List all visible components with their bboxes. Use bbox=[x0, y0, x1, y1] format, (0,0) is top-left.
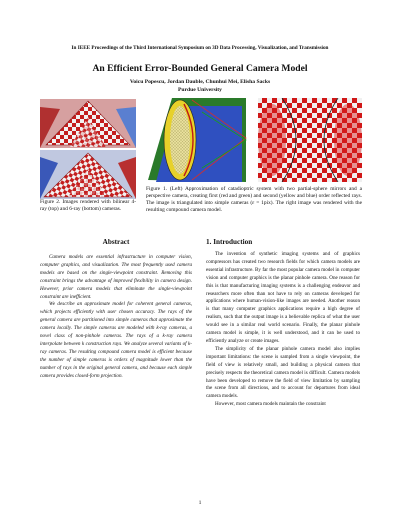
intro-paragraph: However, most camera models maintain the constraint bbox=[215, 401, 326, 408]
affiliation: Purdue University bbox=[178, 87, 222, 93]
figure-2-top-image bbox=[40, 99, 136, 148]
abstract-paragraph: Camera models are essential infrastructure in computer vision, computer graphics, and visualization. The most frequently used camera models are based on the single-viewpoint constraint. Removing this constraint brings the advantage of improved flexibility in camera design. However, prior camera models that eliminate the single-viewpoint constraint are inefficient. bbox=[40, 254, 192, 300]
figure-2-bottom-image bbox=[40, 150, 136, 199]
page-number: 1 bbox=[198, 500, 202, 506]
introduction-body bbox=[206, 251, 360, 409]
figure-2-images bbox=[40, 99, 136, 199]
author-list: Voicu Popescu, Jordan Dauble, Chunhui Mei, Elisha Sacks bbox=[129, 79, 271, 85]
abstract-body bbox=[40, 254, 192, 381]
abstract-paragraph: We describe an approximate model for coherent general cameras, which projects efficiently with user chosen accuracy. The rays of the general camera are partitioned into simple cameras that approximate the camera locally. The simple cameras are modeled with k-ray cameras, a novel class of non-pinhole cameras. The rays of a k-ray camera interpolate between k construction rays. We analyze several variants of k-ray cameras. The resulting compound camera model is efficient because the number of simple cameras is orders of magnitude lower than the number of rays in the original general camera, and because each simple camera provides closed-form projection. bbox=[40, 301, 192, 379]
intro-paragraph: The simplicity of the planar pinhole camera model also implies important limitations: the scene is sampled from a single viewpoint, the field of view is relatively small, and building a physical camera that precisely respects the theoretical camera model is difficult. Camera models have been developed to remove the field of view limitation by sampling the scene from all directions, and to account for departures from ideal camera models. bbox=[206, 345, 360, 400]
figure-1-images bbox=[142, 98, 364, 182]
figure-1-right-image bbox=[256, 98, 364, 182]
venue-line: In IEEE Proceedings of the Third International Symposium on 3D Data Processing, Visualization, and Transmission bbox=[71, 45, 329, 51]
figure-1-caption: Figure 1. (Left) Approximation of catadioptric system with two partial-sphere mirrors and a perspective camera, creating first (red and green) and second (yellow and blue) order reflected rays. The image is triangulated into simple cameras (ε = 1pix). The right image was rendered with the resulting compound camera model. bbox=[146, 186, 362, 213]
introduction-heading: 1. Introduction bbox=[206, 238, 253, 246]
intro-paragraph: The invention of synthetic imaging systems and of graphics compressors has created two research fields for which camera models are essential infrastructure. By far the most popular camera model in computer vision and computer graphics is the planar pinhole camera. One reason for this is that manufacturing imaging systems is a challenging endeavor and researchers more often than not have to rely on cameras developed for applications where human-vision-like images are needed. Another reason is that many computer graphics applications require a high degree of realism, such that the output image is a believable replica of what the user would see in a similar real world scenario. Finally, the planar pinhole camera model is simple, it is well understood, and it can be used to efficiently analyze or create images. bbox=[206, 251, 360, 344]
figure-1-left-image bbox=[142, 98, 252, 182]
abstract-heading: Abstract bbox=[102, 238, 130, 246]
paper-title: An Efficient Error-Bounded General Camera Model bbox=[92, 63, 308, 74]
figure-2-caption: Figure 2. Images rendered with bilinear 4-ray (top) and 6-ray (bottom) cameras. bbox=[40, 199, 136, 212]
